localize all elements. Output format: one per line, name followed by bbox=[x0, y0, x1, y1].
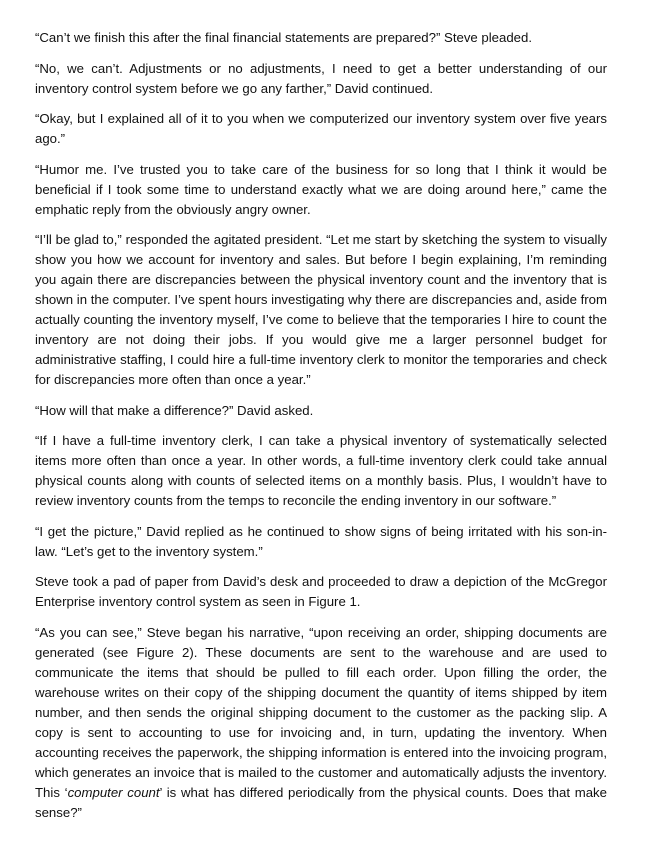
paragraph-10 bbox=[35, 623, 607, 823]
paragraph-8: “I get the picture,” David replied as he continued to show signs of being irritated with his son-in-law. “Let’s get to the inventory system.” bbox=[35, 523, 607, 559]
paragraph-9: Steve took a pad of paper from David’s desk and proceeded to draw a depiction of the McGregor Enterprise inventory control system as seen in Figure 1. bbox=[35, 574, 607, 609]
paragraph-2: “No, we can’t. Adjustments or no adjustments, I need to get a better understanding of our inventory control system before we go any farther,” David continued. bbox=[35, 60, 607, 96]
paragraph-4: “Humor me. I’ve trusted you to take care of the business for so long that I think it would be beneficial if I took some time to understand exactly what we are doing around here,” came the emphatic reply from the obviously angry owner. bbox=[35, 161, 607, 217]
paragraph-5: “I’ll be glad to,” responded the agitated president. “Let me start by sketching the system to visually show you how we account for inventory and sales. But before I begin explaining, I’m reminding you again there are discrepancies between the physical inventory count and the inventory that is shown in the computer. I’ve spent hours investigating why there are discrepancies and, aside from actually counting the inventory myself, I’ve come to believe that the temporaries I hire to count the inventory are not doing their jobs. If you would give me a larger personnel budget for administrative staffing, I could hire a full-time inventory clerk to monitor the temporaries and check for discrepancies more often than once a year.” bbox=[35, 232, 607, 387]
document-body bbox=[35, 28, 607, 823]
computer-count-emphasis: computer count bbox=[67, 784, 160, 800]
paragraph-7: “If I have a full-time inventory clerk, I can take a physical inventory of systematically selected items more often than once a year. In other words, a full-time inventory clerk could take annual physical counts along with counts of selected items on a monthly basis. Plus, I wouldn’t have to review inventory counts from the temps to reconcile the ending inventory in our software.” bbox=[35, 433, 607, 508]
paragraph-1: “Can’t we finish this after the final financial statements are prepared?” Steve pleaded. bbox=[35, 30, 533, 45]
paragraph-3: “Okay, but I explained all of it to you when we computerized our inventory system over five years ago.” bbox=[35, 111, 607, 146]
paragraph-10-text-before: “As you can see,” Steve began his narrative, “upon receiving an order, shipping documents are generated (see Figure 2). These documents are sent to the warehouse and are used to communicate the items that should be pulled to fill each order. Upon filling the order, the warehouse writes on their copy of the shipping document the quantity of items shipped by item number, and then sends the original shipping document to the customer as the packing slip. A copy is sent to accounting to use for invoicing and, in turn, updating the inventory. When accounting receives the paperwork, the shipping information is entered into the invoicing program, which generates an invoice that is mailed to the customer and automatically adjusts the inventory. This ‘ bbox=[35, 624, 607, 800]
paragraph-6: “How will that make a difference?” David asked. bbox=[35, 402, 314, 418]
paragraph-10-text-after: ’ is what has differed periodically from the physical counts. Does that make sense?” bbox=[35, 784, 607, 820]
